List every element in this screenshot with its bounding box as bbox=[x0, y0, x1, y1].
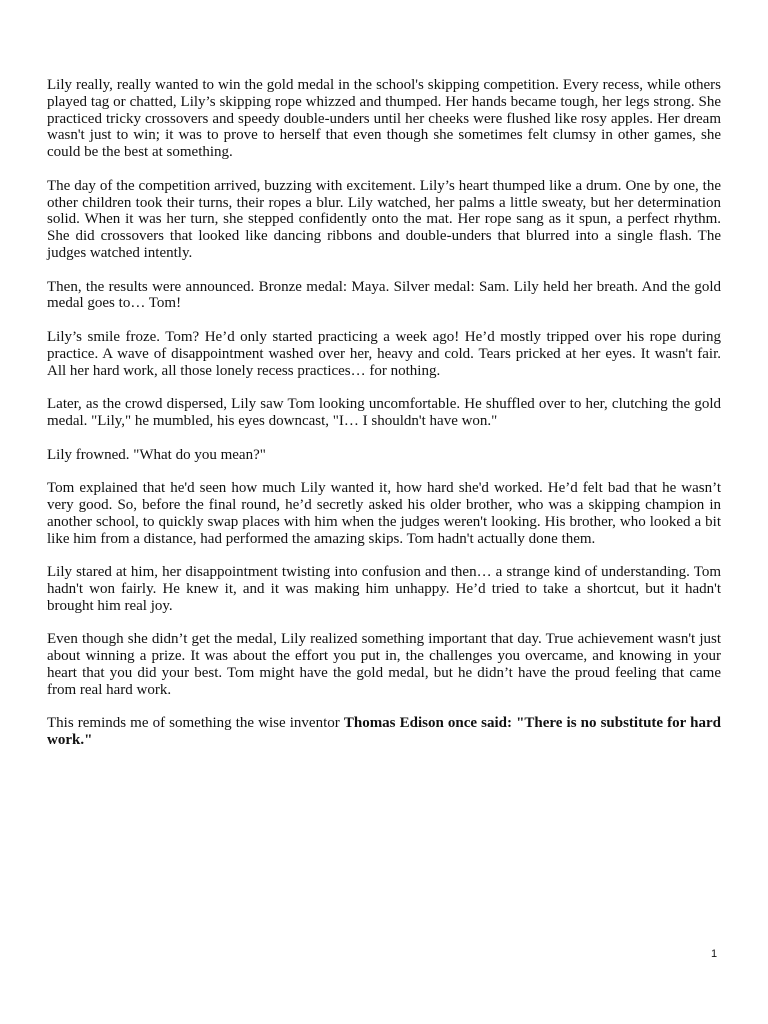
paragraph-8: Lily stared at him, her disappointment twisting into confusion and then… a strange kind of understanding. Tom hadn't won fairly. He knew it, and it was making him unhappy. He’d tried to take a shortcut, but it hadn't brought him real joy. bbox=[47, 564, 721, 614]
paragraph-1: Lily really, really wanted to win the gold medal in the school's skipping competition. Every recess, while others played tag or chatted, Lily’s skipping rope whizzed and thumped. Her hands became tough, her legs strong. She practiced tricky crossovers and speedy double-unders until her cheeks were flushed like rosy apples. Her dream wasn't just to win; it was to prove to herself that even though she sometimes felt clumsy in other games, she could be the best at something. bbox=[47, 77, 721, 161]
document-body bbox=[47, 77, 721, 749]
closing-lead-text: This reminds me of something the wise inventor bbox=[47, 715, 344, 732]
paragraph-9: Even though she didn’t get the medal, Lily realized something important that day. True achievement wasn't just about winning a prize. It was about the effort you put in, the challenges you overcame, and knowing in your heart that you did your best. Tom might have the gold medal, but he didn’t have the proud feeling that came from real hard work. bbox=[47, 631, 721, 698]
edison-quote: Thomas Edison once said: "There is no substitute for hard work." bbox=[47, 715, 721, 749]
paragraph-6: Lily frowned. "What do you mean?" bbox=[47, 446, 266, 463]
paragraph-5: Later, as the crowd dispersed, Lily saw Tom looking uncomfortable. He shuffled over to her, clutching the gold medal. "Lily," he mumbled, his eyes downcast, "I… I shouldn't have won." bbox=[47, 396, 721, 429]
paragraph-2: The day of the competition arrived, buzzing with excitement. Lily’s heart thumped like a drum. One by one, the other children took their turns, their ropes a blur. Lily watched, her palms a little sweaty, but her determination solid. When it was her turn, she stepped confidently onto the mat. Her rope sang as it spun, a perfect rhythm. She did crossovers that looked like dancing ribbons and double-unders that blurred into a single flash. The judges watched intently. bbox=[47, 177, 721, 261]
closing-paragraph bbox=[47, 715, 721, 749]
paragraph-3: Then, the results were announced. Bronze medal: Maya. Silver medal: Sam. Lily held her breath. And the gold medal goes to… Tom! bbox=[47, 278, 721, 312]
paragraph-7: Tom explained that he'd seen how much Lily wanted it, how hard she'd worked. He’d felt bad that he wasn’t very good. So, before the final round, he’d secretly asked his older brother, who was a skipping champion in another school, to quickly swap places with him when the judges weren't looking. His brother, who looked a bit like him from a distance, had performed the amazing skips. Tom hadn't actually done them. bbox=[47, 480, 721, 547]
paragraph-4: Lily’s smile froze. Tom? He’d only started practicing a week ago! He’d mostly tripped over his rope during practice. A wave of disappointment washed over her, heavy and cold. Tears pricked at her eyes. It wasn't fair. All her hard work, all those lonely recess practices… for nothing. bbox=[47, 328, 721, 379]
page-number: 1 bbox=[711, 948, 718, 960]
